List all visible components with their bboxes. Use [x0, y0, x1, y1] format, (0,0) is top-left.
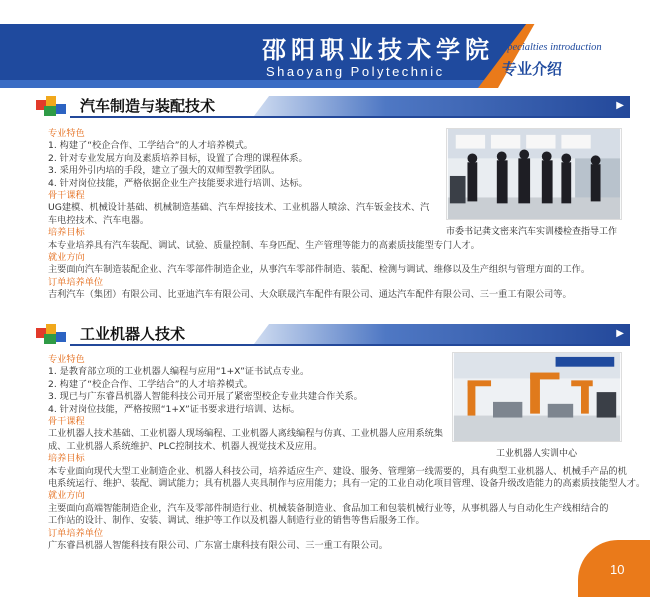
photo-inspection [446, 128, 622, 220]
body-line: 3. 现已与广东睿昌机器人智能科技公司开展了紧密型校企专业共建合作关系。 [48, 391, 363, 403]
subheading: 就业方向 [48, 490, 85, 502]
body-line: 成、工业机器人系统维护、PLC控制技术、机器人视觉技术及应用。 [48, 440, 323, 452]
section-underline [70, 116, 630, 118]
body-line: 主要面向高端智能制造企业，汽车及零部件制造行业、机械装备制造业、食品加工和包装机械行业等，从事机器人与自动化生产线相结合的 [48, 502, 609, 514]
section-band [254, 324, 630, 344]
school-name-cn: 邵阳职业技术学院 [262, 35, 494, 64]
subheading: 订单培养单位 [48, 527, 104, 539]
subheading: 骨干课程 [48, 190, 85, 202]
body-line: UG建模、机械设计基础、机械制造基础、汽车焊接技术、工业机器人喷涂、汽车钣金技术、汽 [48, 202, 430, 214]
body-line: 工作站的设计、制作、安装、调试、维护等工作以及机器人制造行业的销售等售后服务工作。 [48, 515, 425, 527]
subheading: 订单培养单位 [48, 276, 104, 288]
subheading: 培养目标 [48, 227, 85, 239]
section-heading-robot [34, 322, 630, 346]
section-underline [70, 344, 630, 346]
body-line: 4. 针对岗位技能，严格依据企业生产技能要求进行培训、达标。 [48, 177, 308, 189]
section-band [254, 96, 630, 116]
specialties-cn: 专业介绍 [502, 60, 563, 78]
page-header [0, 24, 650, 88]
arrow-right-icon: ▶ [616, 100, 624, 111]
body-line: 3. 采用外引内培的手段，建立了强大的双师型教学团队。 [48, 165, 281, 177]
page-number-badge [578, 540, 650, 597]
section-logo-icon [34, 94, 68, 118]
section-title: 汽车制造与装配技术 [80, 97, 216, 115]
body-line: 1. 是教育部立项的工业机器人编程与应用“1+X”证书试点专业。 [48, 366, 310, 378]
specialties-en: Specialties introduction [502, 42, 602, 53]
body-line: 本专业培养具有汽车装配、调试、试验、质量控制、车身匹配、生产管理等能力的高素质技能型专门人才。 [48, 239, 480, 251]
subheading: 专业特色 [48, 128, 85, 139]
subheading: 骨干课程 [48, 416, 85, 428]
body-line: 工业机器人技术基础、工业机器人现场编程、工业机器人离线编程与仿真、工业机器人应用系统集 [48, 428, 444, 440]
body-line: 2. 构建了“校企合作、工学结合”的人才培养模式。 [48, 378, 253, 390]
body-line: 2. 针对专业发展方向及素质培养目标，设置了合理的课程体系。 [48, 152, 308, 164]
body-line: 车电控技术、汽车电器。 [48, 214, 150, 226]
section-logo-icon [34, 322, 68, 346]
section-heading-auto [34, 94, 630, 118]
subheading: 培养目标 [48, 453, 85, 465]
body-line: 吉利汽车（集团）有限公司、比亚迪汽车有限公司、大众联晟汽车配件有限公司、通达汽车配件有限公司、三一重工有限公司等。 [48, 289, 572, 301]
section-title: 工业机器人技术 [80, 325, 186, 343]
body-line: 本专业面向现代大型工业制造企业、机器人科技公司，培养适应生产、建设、服务、管理第一线需要的，具有典型工业机器人、机械手产品的机 [48, 465, 627, 477]
body-line: 电系统运行、维护、装配、调试能力；具有机器人夹具制作与应用能力；具有一定的工业自动化项目管理、设备升级改造能力的高素质技能型人才。 [48, 478, 646, 490]
body-line: 广东睿昌机器人智能科技有限公司、广东富士康科技有限公司、三一重工有限公司。 [48, 540, 388, 552]
body-line: 1. 构建了“校企合作、工学结合”的人才培养模式。 [48, 140, 253, 152]
subheading: 就业方向 [48, 252, 85, 264]
school-name-en: Shaoyang Polytechnic [266, 64, 445, 79]
photo-robot-center [452, 352, 622, 442]
photo-caption: 工业机器人实训中心 [496, 449, 578, 459]
header-stripe [0, 80, 530, 88]
page-number: 10 [610, 562, 625, 577]
body-line: 主要面向汽车制造装配企业、汽车零部件制造企业，从事汽车零部件制造、装配、检测与调试、维修以及生产组织与管理方面的工作。 [48, 264, 591, 276]
photo-caption: 市委书记龚文密来汽车实训楼检查指导工作 [446, 227, 618, 237]
arrow-right-icon: ▶ [616, 328, 624, 339]
body-line: 4. 针对岗位技能，严格按照“1+X”证书要求进行培训、达标。 [48, 403, 300, 415]
subheading: 专业特色 [48, 354, 85, 365]
